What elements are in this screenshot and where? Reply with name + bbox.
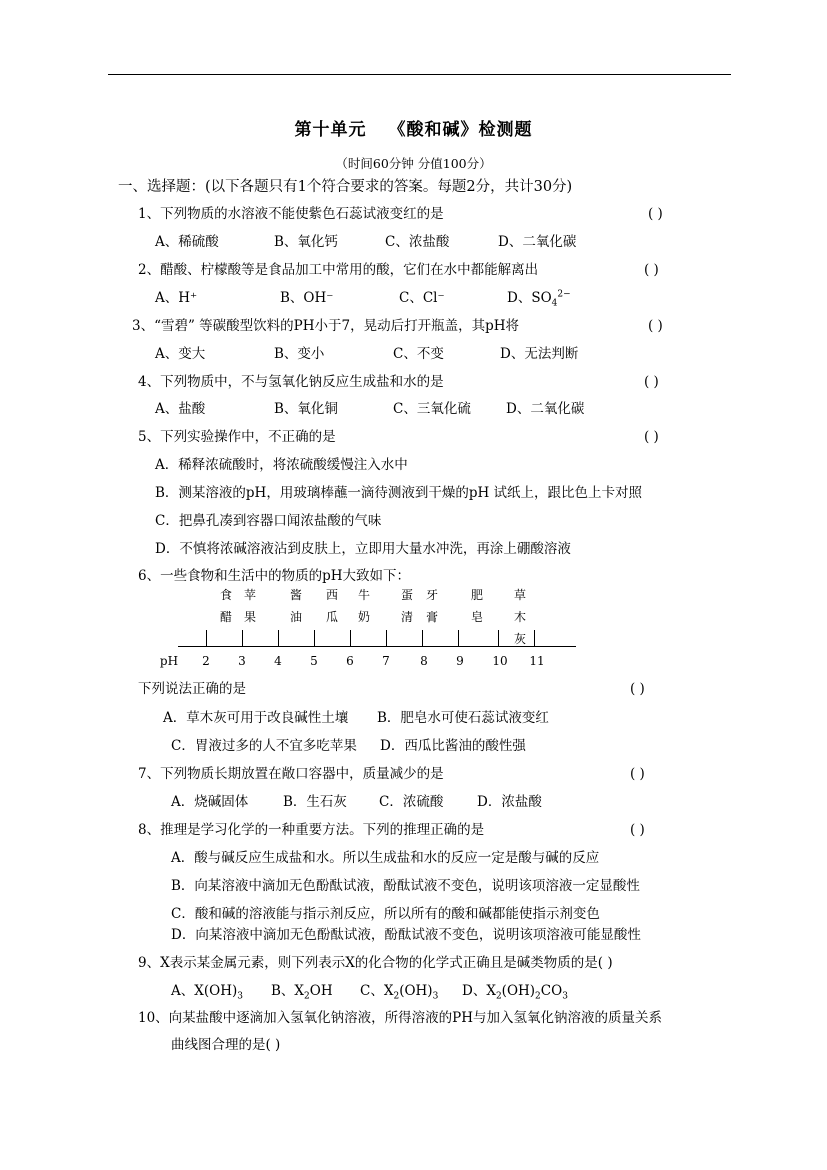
ph-tick-label: 9 (456, 654, 464, 668)
axis-tick (350, 630, 351, 646)
scale-label: 木 (513, 610, 526, 624)
q5-option-b: B．测某溶液的pH，用玻璃棒蘸一滴待测液到干燥的pH 试纸上，跟比色上卡对照 (155, 485, 643, 501)
scale-label: 灰 (513, 632, 526, 646)
q4-option-c: C、三氧化硫 (393, 401, 471, 417)
q2-option-b: B、OH⁻ (280, 290, 334, 306)
ph-tick-label: 6 (346, 654, 354, 668)
ph-axis-line (178, 646, 576, 647)
q9-option-b: B、$X_2OH$ (271, 983, 333, 1002)
axis-tick (458, 630, 459, 646)
q8-option-b: B．向某溶液中滴加无色酚酞试液，酚酞试液不变色，说明该项溶液一定显酸性 (171, 878, 640, 894)
question-7-stem: 7、下列物质长期放置在敞口容器中，质量减少的是 (138, 766, 444, 782)
scale-label: 草 (513, 588, 526, 602)
answer-blank-8[interactable]: ( ) (630, 822, 645, 838)
title-topic: 《酸和碱》检测题 (388, 120, 533, 140)
ph-tick-label: 3 (238, 654, 246, 668)
q8-option-c: C．酸和碱的溶液能与指示剂反应，所以所有的酸和碱都能使指示剂变色 (171, 906, 600, 922)
scale-label: 皂 (470, 610, 483, 624)
q4-option-b: B、氧化铜 (274, 401, 338, 417)
question-6-stem: 6、一些食物和生活中的物质的pH大致如下： (138, 568, 411, 584)
question-8-stem: 8、推理是学习化学的一种重要方法。下列的推理正确的是 (138, 822, 485, 838)
answer-blank-2[interactable]: ( ) (644, 262, 659, 278)
ph-tick-label: 10 (492, 654, 508, 668)
q3-option-a: A、变大 (155, 346, 206, 362)
scale-label: 蛋 (400, 588, 413, 602)
scale-label: 西 (325, 588, 338, 602)
ph-tick-label: 2 (202, 654, 210, 668)
axis-tick (422, 630, 423, 646)
ph-tick-label: 8 (420, 654, 428, 668)
ph-axis-label: pH (159, 654, 179, 668)
q2-option-a: A、H⁺ (155, 290, 198, 306)
q1-option-b: B、氧化钙 (274, 234, 338, 250)
q7-option-c: C．浓硫酸 (379, 794, 444, 810)
section-heading: 一、选择题：(以下各题只有1个符合要求的答案。每题2分，共计30分) (118, 179, 573, 195)
q7-option-d: D．浓盐酸 (477, 794, 542, 810)
question-4-stem: 4、下列物质中，不与氢氧化钠反应生成盐和水的是 (138, 374, 444, 390)
q7-option-b: B．生石灰 (283, 794, 347, 810)
answer-blank-5[interactable]: ( ) (644, 429, 659, 445)
scale-label: 牙 (425, 588, 438, 602)
question-9-stem[interactable]: 9、X表示某金属元素，则下列表示X的化合物的化学式正确且是碱类物质的是( ) (138, 955, 613, 971)
q2-option-d: D、$SO_4^{2-}$ (507, 289, 571, 309)
ph-scale-figure (160, 588, 590, 668)
axis-tick (386, 630, 387, 646)
q3-option-c: C、不变 (393, 346, 444, 362)
scale-label: 清 (400, 610, 413, 624)
q6-option-b: B．肥皂水可使石蕊试液变红 (377, 710, 549, 726)
scale-label: 牛 (357, 588, 370, 602)
question-1-stem: 1、下列物质的水溶液不能使紫色石蕊试液变红的是 (138, 206, 444, 222)
q5-option-c: C．把鼻孔凑到容器口闻浓盐酸的气味 (155, 513, 382, 529)
scale-label: 醋 (219, 610, 232, 624)
page-title (0, 121, 827, 139)
ph-tick-label: 5 (310, 654, 318, 668)
question-10-stem-cont[interactable]: 曲线图合理的是( ) (171, 1037, 281, 1053)
answer-blank-4[interactable]: ( ) (644, 374, 659, 390)
q1-option-c: C、浓盐酸 (385, 234, 450, 250)
header-rule (108, 74, 731, 75)
scale-label: 苹 (243, 588, 256, 602)
q7-option-a: A．烧碱固体 (171, 794, 249, 810)
title-unit: 第十单元 (294, 120, 367, 140)
ph-tick-label: 7 (382, 654, 390, 668)
scale-label: 果 (243, 610, 256, 624)
axis-tick (206, 630, 207, 646)
q2-option-c: C、Cl⁻ (399, 290, 445, 306)
axis-tick (534, 630, 535, 646)
subtitle: （时间60分钟 分值100分） (335, 156, 492, 171)
q4-option-a: A、盐酸 (155, 401, 206, 417)
axis-tick (498, 630, 499, 646)
q1-option-d: D、二氧化碳 (498, 234, 577, 250)
scale-label: 膏 (425, 610, 438, 624)
q6-option-a: A．草木灰可用于改良碱性土壤 (163, 710, 349, 726)
answer-blank-3[interactable]: ( ) (648, 318, 663, 334)
q4-option-d: D、二氧化碳 (506, 401, 585, 417)
scale-label: 瓜 (325, 610, 338, 624)
question-6-followup: 下列说法正确的是 (138, 681, 246, 697)
q3-option-d: D、无法判断 (500, 346, 579, 362)
scale-label: 油 (289, 610, 302, 624)
ph-tick-label: 11 (529, 654, 545, 668)
q6-option-d: D．西瓜比酱油的酸性强 (380, 738, 526, 754)
q9-option-c: C、$X_2(OH)_3$ (360, 983, 439, 1002)
q5-option-d: D．不慎将浓碱溶液沾到皮肤上，立即用大量水冲洗，再涂上硼酸溶液 (155, 541, 571, 557)
scale-label: 酱 (289, 588, 302, 602)
answer-blank-1[interactable]: ( ) (648, 206, 663, 222)
q9-option-d: D、$X_2(OH)_2CO_3$ (462, 983, 568, 1002)
q8-option-a: A．酸与碱反应生成盐和水。所以生成盐和水的反应一定是酸与碱的反应 (171, 850, 600, 866)
question-10-stem: 10、向某盐酸中逐滴加入氢氧化钠溶液，所得溶液的PH与加入氢氧化钠溶液的质量关系 (138, 1010, 663, 1026)
ph-tick-label: 4 (274, 654, 282, 668)
q3-option-b: B、变小 (274, 346, 325, 362)
q8-option-d: D．向某溶液中滴加无色酚酞试液，酚酞试液不变色，说明该项溶液可能显酸性 (171, 927, 641, 943)
answer-blank-6[interactable]: ( ) (630, 681, 645, 697)
question-2-stem: 2、醋酸、柠檬酸等是食品加工中常用的酸，它们在水中都能解离出 (138, 262, 539, 278)
q1-option-a: A、稀硫酸 (155, 234, 219, 250)
axis-tick (278, 630, 279, 646)
scale-label: 奶 (357, 610, 370, 624)
scale-label: 食 (219, 588, 232, 602)
axis-tick (242, 630, 243, 646)
q6-option-c: C．胃液过多的人不宜多吃苹果 (171, 738, 357, 754)
q5-option-a: A．稀释浓硫酸时，将浓硫酸缓慢注入水中 (155, 457, 408, 473)
scale-label: 肥 (470, 588, 483, 602)
answer-blank-7[interactable]: ( ) (630, 766, 645, 782)
question-3-stem: 3、“雪碧” 等碳酸型饮料的PH小于7，晃动后打开瓶盖，其pH将 (132, 318, 520, 334)
axis-tick (314, 630, 315, 646)
q9-option-a: A、$X(OH)_3$ (171, 983, 243, 1002)
question-5-stem: 5、下列实验操作中，不正确的是 (138, 429, 336, 445)
